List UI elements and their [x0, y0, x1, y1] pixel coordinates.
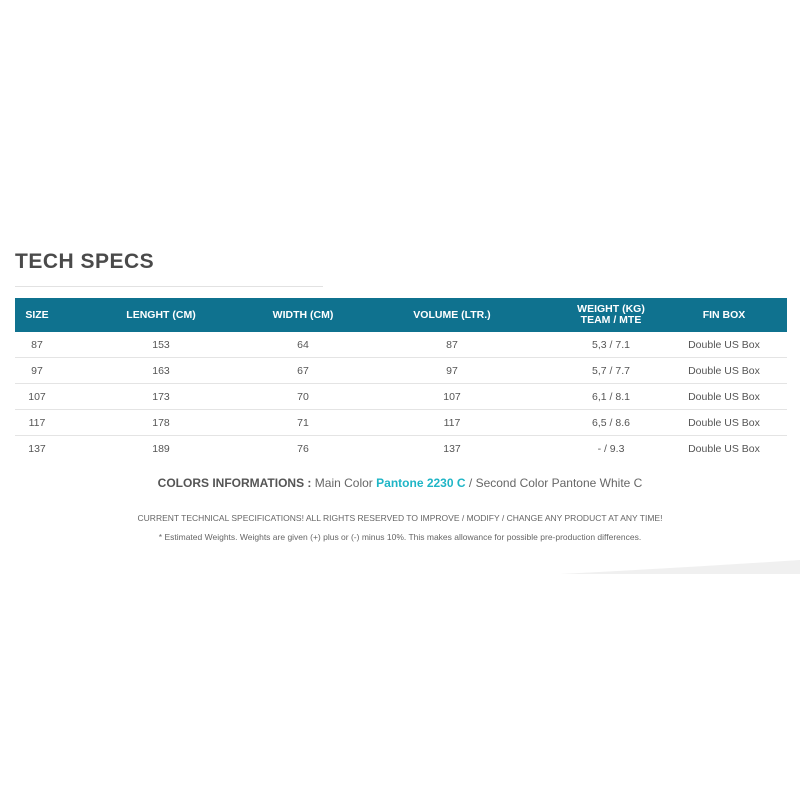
cell-size: 107	[15, 384, 59, 410]
cell-fin-box: Double US Box	[661, 410, 787, 436]
table-header-row	[15, 298, 787, 332]
decorative-swoosh	[560, 558, 800, 578]
table-row	[15, 384, 787, 410]
cell-size: 87	[15, 332, 59, 358]
cell-volume: 107	[343, 384, 561, 410]
cell-width: 70	[263, 384, 343, 410]
cell-width: 76	[297, 442, 309, 455]
cell-width: 71	[263, 410, 343, 436]
tech-specs-table	[15, 298, 787, 461]
title-divider	[15, 286, 323, 287]
table-row	[15, 332, 787, 358]
cell-weight: - / 9.3	[597, 442, 625, 455]
cell-length: 163	[59, 358, 263, 384]
cell-volume: 137	[443, 442, 461, 455]
header-width: WIDTH (CM)	[263, 298, 343, 332]
header-length: LENGHT (CM)	[59, 298, 263, 332]
table-row	[15, 358, 787, 384]
color-separator: /	[468, 476, 473, 490]
cell-fin-box: Double US Box	[661, 358, 787, 384]
header-volume: VOLUME (LTR.)	[343, 298, 561, 332]
cell-size: 97	[15, 358, 59, 384]
cell-fin-box: Double US Box	[688, 442, 760, 455]
cell-weight: 5,7 / 7.7	[561, 358, 661, 384]
header-size: SIZE	[15, 298, 59, 332]
cell-length: 178	[59, 410, 263, 436]
section-title: TECH SPECS	[15, 250, 155, 273]
cell-size: 117	[15, 410, 59, 436]
rights-notice: CURRENT TECHNICAL SPECIFICATIONS! ALL RIGHTS RESERVED TO IMPROVE / MODIFY / CHANGE ANY PRODUCT AT ANY TIME!	[137, 513, 663, 523]
cell-size: 137	[28, 442, 46, 455]
cell-volume: 117	[343, 410, 561, 436]
cell-length: 189	[152, 442, 170, 455]
table-row	[15, 410, 787, 436]
main-color-value: Pantone 2230 C	[376, 476, 466, 490]
cell-fin-box: Double US Box	[661, 332, 787, 358]
weights-footnote: * Estimated Weights. Weights are given (+) plus or (-) minus 10%. This makes allowance for possible pre-production differences.	[158, 532, 642, 542]
cell-volume: 97	[343, 358, 561, 384]
header-weight: WEIGHT (KG) TEAM / MTE	[561, 298, 661, 332]
header-fin-box: FIN BOX	[661, 298, 787, 332]
cell-width: 64	[263, 332, 343, 358]
cell-volume: 87	[343, 332, 561, 358]
table-row	[15, 436, 787, 462]
second-color-text: Second Color Pantone White C	[475, 476, 643, 490]
cell-weight: 5,3 / 7.1	[561, 332, 661, 358]
cell-length: 153	[59, 332, 263, 358]
cell-weight: 6,1 / 8.1	[561, 384, 661, 410]
cell-width: 67	[263, 358, 343, 384]
cell-weight: 6,5 / 8.6	[561, 410, 661, 436]
colors-information	[0, 476, 800, 490]
cell-fin-box: Double US Box	[661, 384, 787, 410]
colors-label: COLORS INFORMATIONS :	[157, 476, 312, 490]
cell-length: 173	[59, 384, 263, 410]
main-color-prefix: Main Color	[314, 476, 373, 490]
